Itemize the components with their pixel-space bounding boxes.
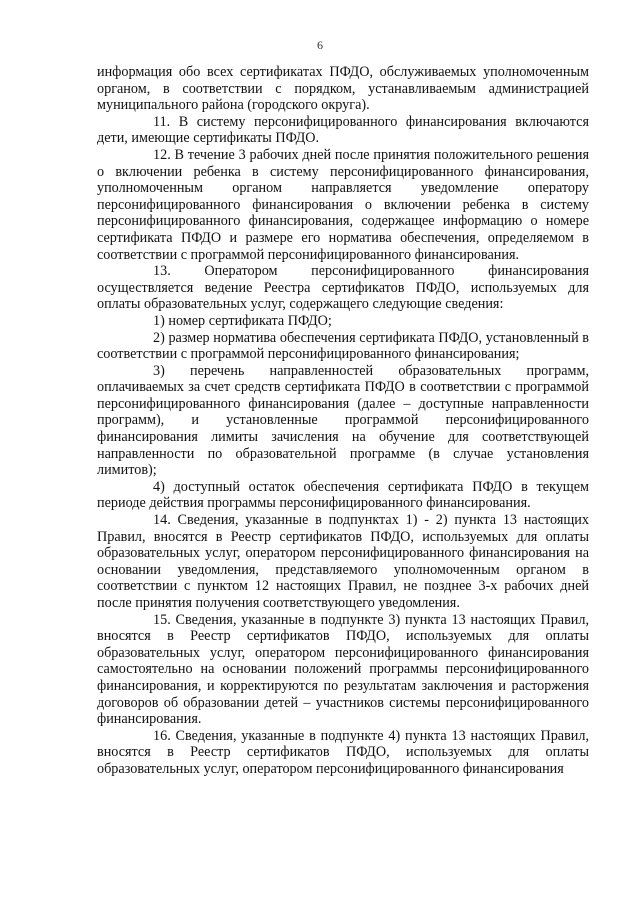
- subitem-13-4: 4) доступный остаток обеспечения сертификата ПФДО в текущем периоде действия программы персонифицированного финансирования.: [97, 478, 589, 512]
- subitem-13-2: 2) размер норматива обеспечения сертификата ПФДО, установленный в соответствии с программой персонифицированного финансирования;: [97, 329, 589, 363]
- paragraph-11: 11. В систему персонифицированного финансирования включаются дети, имеющие сертификаты ПФДО.: [97, 113, 589, 147]
- paragraph-14: 14. Сведения, указанные в подпунктах 1) - 2) пункта 13 настоящих Правил, вносятся в Реестр сертификатов ПФДО, используемых для оплаты образовательных услуг, оператором персонифицированного финансирования на основании уведомления, представляемого уполномоченным органом в соответствии с пунктом 12 настоящих Правил, не позднее 3-х рабочих дней после принятия получения соответствующего уведомления.: [97, 512, 589, 611]
- paragraph-16: 16. Сведения, указанные в подпункте 4) пункта 13 настоящих Правил, вносятся в Реестр сертификатов ПФДО, используемых для оплаты образовательных услуг, оператором персонифицированного финансирования: [97, 727, 589, 777]
- paragraph-12: 12. В течение 3 рабочих дней после принятия положительного решения о включении ребенка в систему персонифицированного финансирования, уполномоченным органом направляется уведомление оператору персонифицированного финансирования о включении ребенка в систему персонифицированного финансирования, содержащее информацию о номере сертификата ПФДО и размере его норматива обеспечения, определяемом в соответствии с программой персонифицированного финансирования.: [97, 146, 589, 263]
- paragraph-13: 13. Оператором персонифицированного финансирования осуществляется ведение Реестра сертификатов ПФДО, используемых для оплаты образовательных услуг, содержащего следующие сведения:: [97, 263, 589, 313]
- paragraph-15: 15. Сведения, указанные в подпункте 3) пункта 13 настоящих Правил, вносятся в Реестр сертификатов ПФДО, используемых для оплаты образовательных услуг, оператором персонифицированного финансирования самостоятельно на основании положений программы персонифицированного финансирования, и корректируются по результатам заключения и расторжения договоров об образовании детей – участников системы персонифицированного финансирования.: [97, 611, 589, 728]
- subitem-13-1: 1) номер сертификата ПФДО;: [153, 312, 332, 329]
- subitem-13-3: 3) перечень направленностей образовательных программ, оплачиваемых за счет средств сертификата ПФДО в соответствии с программой персонифицированного финансирования (далее – доступные направленности программ), и установленные программой персонифицированного финансирования лимиты зачисления на обучение для соответствующей направленности по образовательной программе (в случае установления лимитов);: [97, 362, 589, 479]
- document-body: [97, 64, 589, 778]
- paragraph-continuation: информация обо всех сертификатах ПФДО, обслуживаемых уполномоченным органом, в соответствии с порядком, устанавливаемым администрацией муниципального района (городского округа).: [97, 64, 589, 114]
- page-number: 6: [317, 38, 323, 52]
